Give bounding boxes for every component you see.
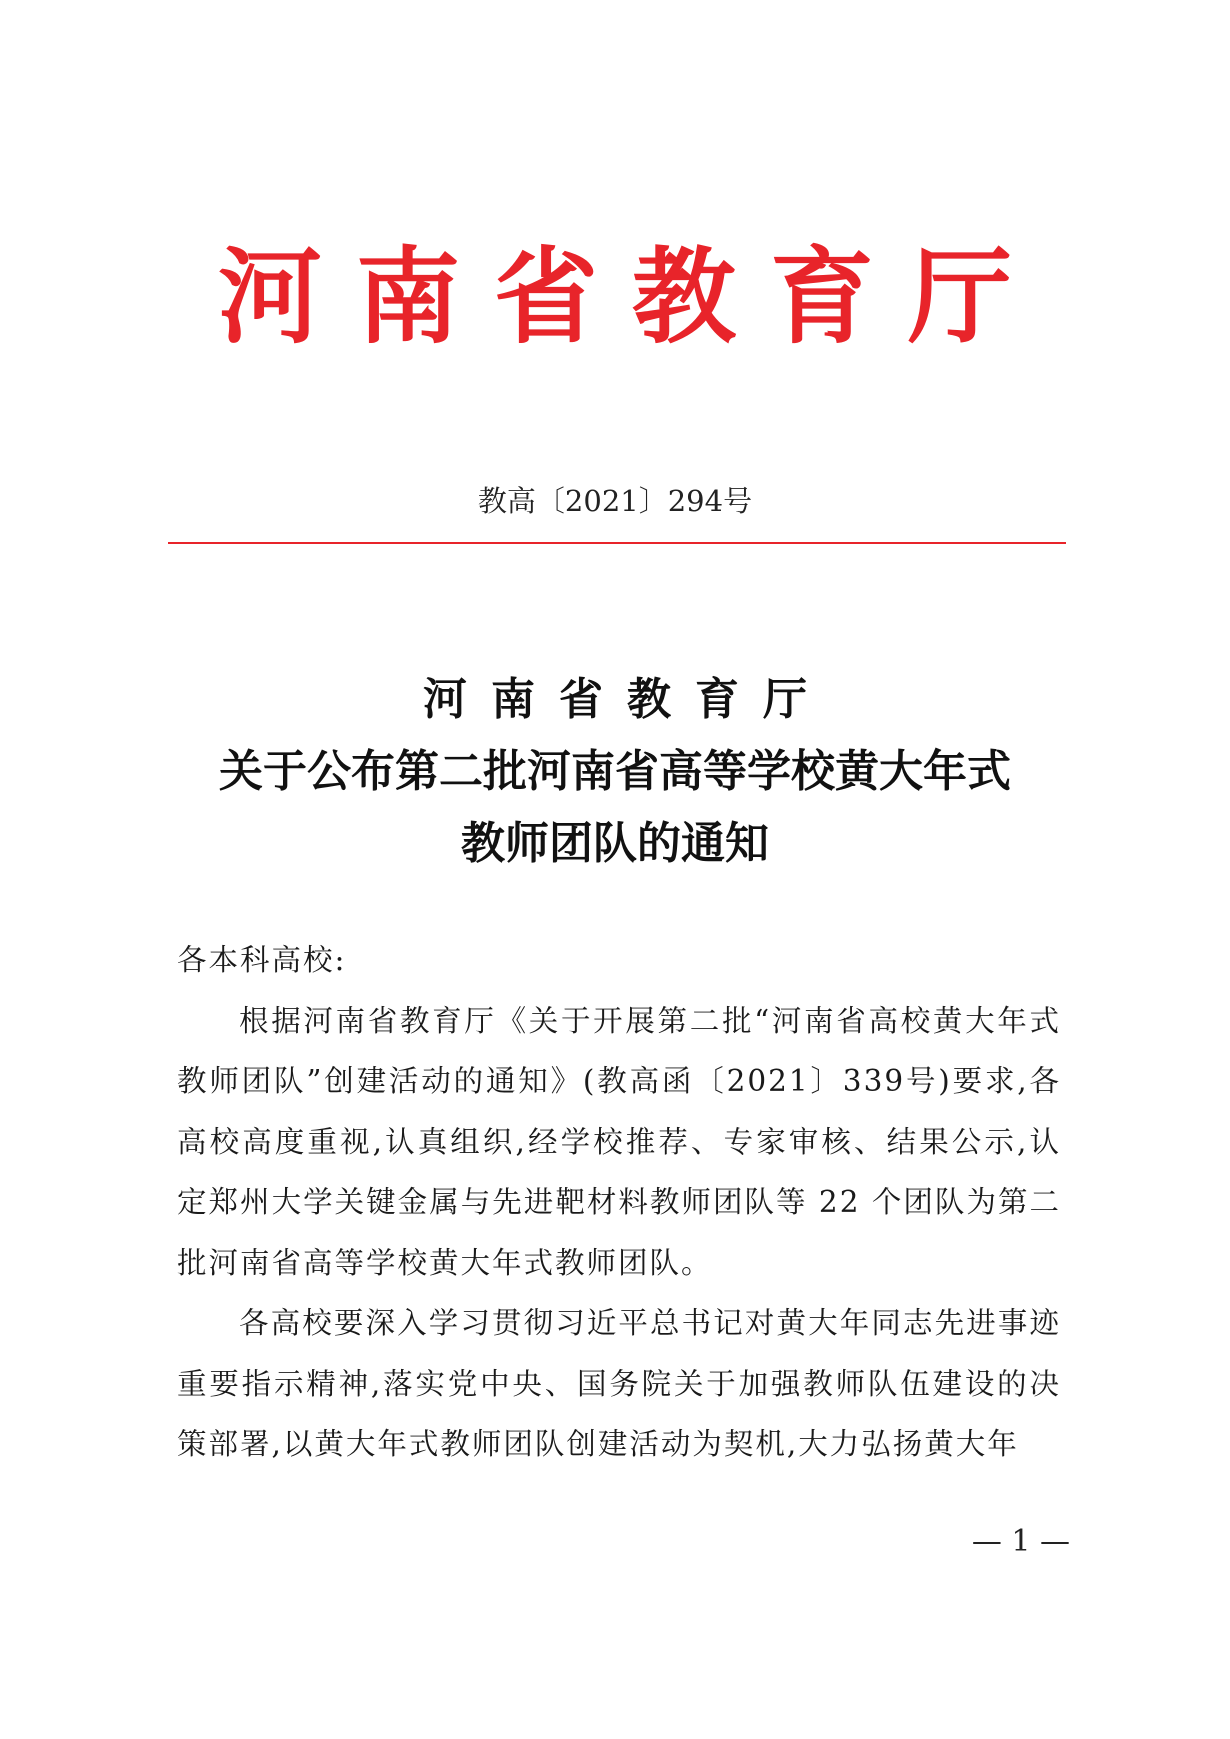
title-line-subject: 关于公布第二批河南省高等学校黄大年式 bbox=[219, 746, 1011, 797]
masthead-title: 河南省教育厅 bbox=[217, 235, 1046, 358]
page-number: — 1 — bbox=[971, 1524, 1070, 1559]
salutation: 各本科高校: bbox=[177, 943, 347, 977]
document-body bbox=[177, 930, 1061, 1475]
document-title bbox=[0, 664, 1230, 880]
document-number: 教高〔2021〕294号 bbox=[477, 484, 753, 518]
body-paragraph-2: 各高校要深入学习贯彻习近平总书记对黄大年同志先进事迹重要指示精神,落实党中央、国务院关于加强教师队伍建设的决策部署,以黄大年式教师团队创建活动为契机,大力弘扬黄大年 bbox=[177, 1306, 1061, 1461]
body-paragraph-1: 根据河南省教育厅《关于开展第二批“河南省高校黄大年式教师团队”创建活动的通知》(教高函〔2021〕339号)要求,各高校高度重视,认真组织,经学校推荐、专家审核、结果公示,认定郑州大学关键金属与先进靶材料教师团队等 22 个团队为第二批河南省高等学校黄大年式教师团队。 bbox=[177, 1003, 1061, 1280]
title-line-issuer: 河南省教育厅 bbox=[423, 674, 831, 725]
red-divider-line bbox=[168, 542, 1066, 544]
title-line-subject-cont: 教师团队的通知 bbox=[461, 818, 769, 869]
